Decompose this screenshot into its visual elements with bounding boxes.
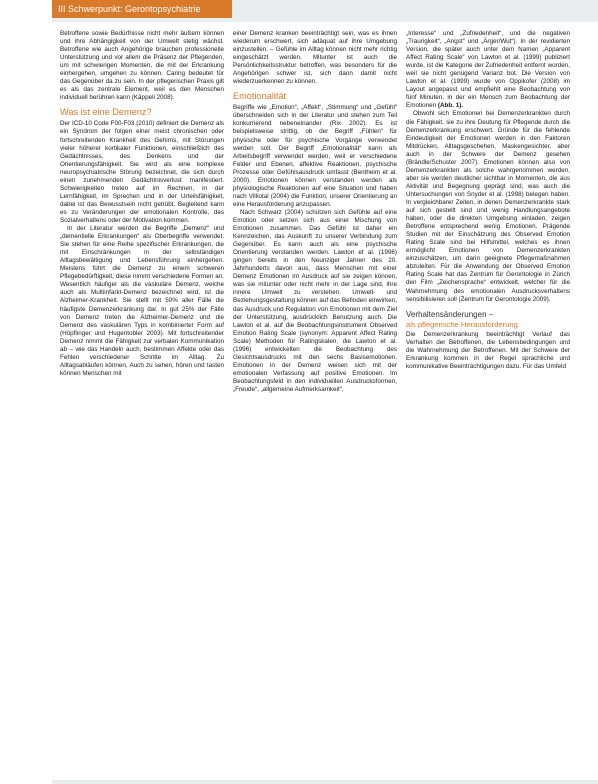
- paragraph: Begriffe wie „Emotion“, „Affekt“, „Stimmung“ und „Gefühl“ überschneiden sich in der Literatur und stehen zum Teil konkurrierend nebeneinander (Rix 2002). Es ist beispielsweise strittig, ob der Begriff „Fühlen“ für physische oder für psychische Vorgänge verwendet werden soll. Der Begriff „Emotionalität“ kann als Arbeitsbegriff verwendet werden, weil er verschiedene Felder und Ebenen, affektive Reaktionen, psychische Prozesse oder Gefühlsausdruck umfasst (Bentheim et al. 2000). Emotionen können verstanden werden als physiologische Reaktionen auf eine Situation und haben nach Villiotal (2004) die Funktion, unserer Orientierung an eine Herausforderung anzupassen.: [233, 104, 397, 208]
- paragraph: Obwohl sich Emotionen bei Demenzerkrankten durch die Fähigkeit, sie zu ihre Deutung für Pflegende durch die Demenzerkrankung erschwert. Gründe für die fehlende Eindeutigkeit der Emotionen werden in den Faktoren Mitdrücken, Alltagsgeschehen, Maskengesichter, aber auch in der Schwere der Demenz gesehen (Brändle/Schuster 2007). Emotionen können also von Demenzerkrankten als solche wahrgenommen werden, aber sie werden deutlicher sichtbar in Momenten, die aus Aktivität und Begegnung geprägt sind, was auch die Untersuchungen von Snyder et al. (1998) belegen haben. In vergleichbarer Zeiten, in denen Demenzerkrankte stark auf sich gestellt sind und wenig Handlungsangebote haben, oder die direkten Umgebung einladen, zeigen Betroffene entsprechend wenig Emotionen. Prägende Studien mit der Einschätzung des Observed Emotion Rating Scale sind bei Hilfsmittel, welches es ihnen ermöglicht Emotionen von Demenzerkrankten einzuschätzen, um darin geeignete Pflegemaßnahmen abzuleiten. Für die Anwendung der Observed Emotion Rating Scale hat das Zentrum für Gerontologie in Zürich den Film „Zeichensprache“ entwickelt, welcher für die Wahrnehmung des emotionalen Ausdrucksverhaltens sensibilisieren soll (Zentrum für Gerontologie 2009).: [406, 110, 570, 303]
- text-column-2: [233, 30, 397, 394]
- section-heading: Verhaltensänderungen –: [406, 309, 494, 319]
- section-header: III Schwerpunkt: Gerontopsychiatrie: [52, 0, 232, 18]
- paragraph: Die Demenzerkrankung beeinträchtigt Verlauf das Verhalten der Betroffenen, die Lebensbedingungen und die Wahrnehmung der Betroffenen. Mit der Schwere der Erkrankung kommen in der Regel sprachliche und kommunikative Beeinträchtigungen dazu. Für das Umfeld: [406, 330, 570, 370]
- text-column-3: [406, 30, 570, 371]
- figure-reference: (Abb. 1).: [437, 102, 464, 110]
- paragraph: Nach Schwarz (2004) schützen sich Gefühle auf eine Emotion oder setzen sich aus einer Mischung von Emotionen zusammen. Das Gefühl ist daher ein Kennzeichen, das Auskunft zu unserer Verbindung zum Gegenüber. Es kann auch als eine psychische Orientierung verstanden werden. Lawton et al. (1996) gingen bereits in den Neunziger Jahren des 20. Jahrhunderts davon aus, dass Menschen mit einer Demenz Emotionen im Ausdruck auf sie zeigen können, was sie mitunter oder nicht mehr in der Lage sind, ihre innere Umwelt zu verstehen. Umwelt- und Beziehungsgestaltung können auf das Befinden einwirken, das Ausdruck und Regulation von Emotionen mit dem Ziel der Unterstützung, ausdrücklich Benutzung auch. Die Lawton et al. auf die Beobachtungsinstrument Observed Emotion Rating Scale (synonym: Apparent Affect Rating Scale) Methoden für Ratingskalen, die Lawton et al. (1996) entwickelten die Beobachtung des Gesichtsausdrucks mit den sechs Basisemotionen. Emotionen in der Demenz weisen sich mit der emotionalen Verfassung auf positive Emotionen. Im Beobachtungsfeld in den individuellen Ausdrucksformen, „Freude“, „allgemeine Aufmerksamkeit“,: [233, 208, 397, 393]
- text-column-1: [60, 30, 224, 378]
- paragraph: „Interesse“ und „Zufriedenheit“, und die negativen „Traurigkeit“, „Angst“ und „Ärger/Wut“). In der revidierten Version, die später auch unter dem Namen „Apparent Affect Rating Scale“ von Lawton et al. (1999) publiziert wurde, ist die Kategorie der Zufriedenheit entfernt worden, weil sie nicht genügend Varianz bot. Die Version von Lawton et al. (1999) wurde von Oppikofer (2008) im Layout angepasst und empfiehlt eine Beobachtung von fünf Minuten, in der ein Mensch zum Beobachtung der Emotionen (Abb. 1).: [406, 30, 570, 110]
- section-heading: Emotionalität: [233, 91, 287, 102]
- footer-band: [52, 780, 598, 784]
- paragraph: Betroffene sowie Bedürfnisse nicht mehr äußern können und ihre Abhängigkeit von der Umwelt stetig wächst. Betroffene wie auch Angehörige brauchen professionelle Unterstützung und vor allem die Präsenz der Pflegenden, um mit schwierigen Momenten, die mit der Erkrankung einhergehen, umgehen zu können. Caring bedeutet für das Gegenüber da zu sein. In der pflegerischen Praxis gilt es als das zentrale Element, weil es den Menschen individuell berühren kann (Käppeli 2008).: [60, 30, 224, 102]
- paragraph: einer Demenz kranken beeinträchtigt sein, was es ihnen wiederum erschwert, sich adäquat auf ihre Umgebung einzustellen. – Gefühle im Alltag können nicht mehr richtig eingeschätzt werden. Mitunter ist auch die Persönlichkeitsstruktur betroffen, was besonders für die Angehörigen schwer ist, sich dann damit nicht wiederzuerkennen zu können.: [233, 30, 397, 86]
- section-heading: Was ist eine Demenz?: [60, 107, 152, 118]
- paragraph: Der ICD-10 Code F00-F03 (2010) definiert die Demenz als ein Syndrom der folgen einer meist chronischen oder fortschreitenden Krankheit des Gehirns, mit Störungen vieler höherer kortikaler Funktionen, einschließlich des Gedächtnisses, des Denkens und der Orientierungsfähigkeit. Sie wird als eine komplexe neuropsychiatrische Störung bezeichnet, die sich durch einen zunehmenden Gedächtnisverlust manifestiert. Schwierigkeiten treten auf im Rechnen, in der Lernfähigkeit, im Sprechen und in der Urteilsfähigkeit, dabei ist das Bewusstsein nicht getrübt. Begleitend kann es zu Veränderungen der emotionalen Kontrolle, des Sozialverhaltens oder der Motivation kommen.: [60, 120, 224, 224]
- paragraph: In der Literatur werden die Begriffe „Demenz“ und „dementielle Erkrankungen“ als Oberbegriffe verwendet. Sie stehen für eine Reihe spezifischer Erkrankungen, die mit Einschränkungen in der selbständigen Alltagsbewältigung und Lebensführung einhergehen. Meistens führt die Demenz zu einem schweren Pflegebedürftigkeit, diese nimmt verschiedene Formen an. Wesentlich häufiger als die vaskuläre Demenz, welche auch als Multiinfarkt-Demenz bezeichnet wird, ist die Alzheimer-Krankheit. Sie stellt mit 50% aller Fälle die häufigste Demenzerkrankung dar. In gut 25% der Fälle von Demenz treten die Alzheimer-Demenz und die Demenz des vaskulären Typs in kombinierter Form auf (Höpflinger und Hugentobler 2003). Mit fortschreitender Demenz nimmt die Fähigkeit zur verbalen Kommunikation ab – wie das Handeln auch, bestimmen Affekte oder das Fehlen verschiedener Schritte im Alltag. Zu Alltagsabläufen können, Auch zu sehen, hören und tasten können Menschen mit: [60, 225, 224, 377]
- section-subheading: als pflegerische Herausforderung: [406, 319, 518, 329]
